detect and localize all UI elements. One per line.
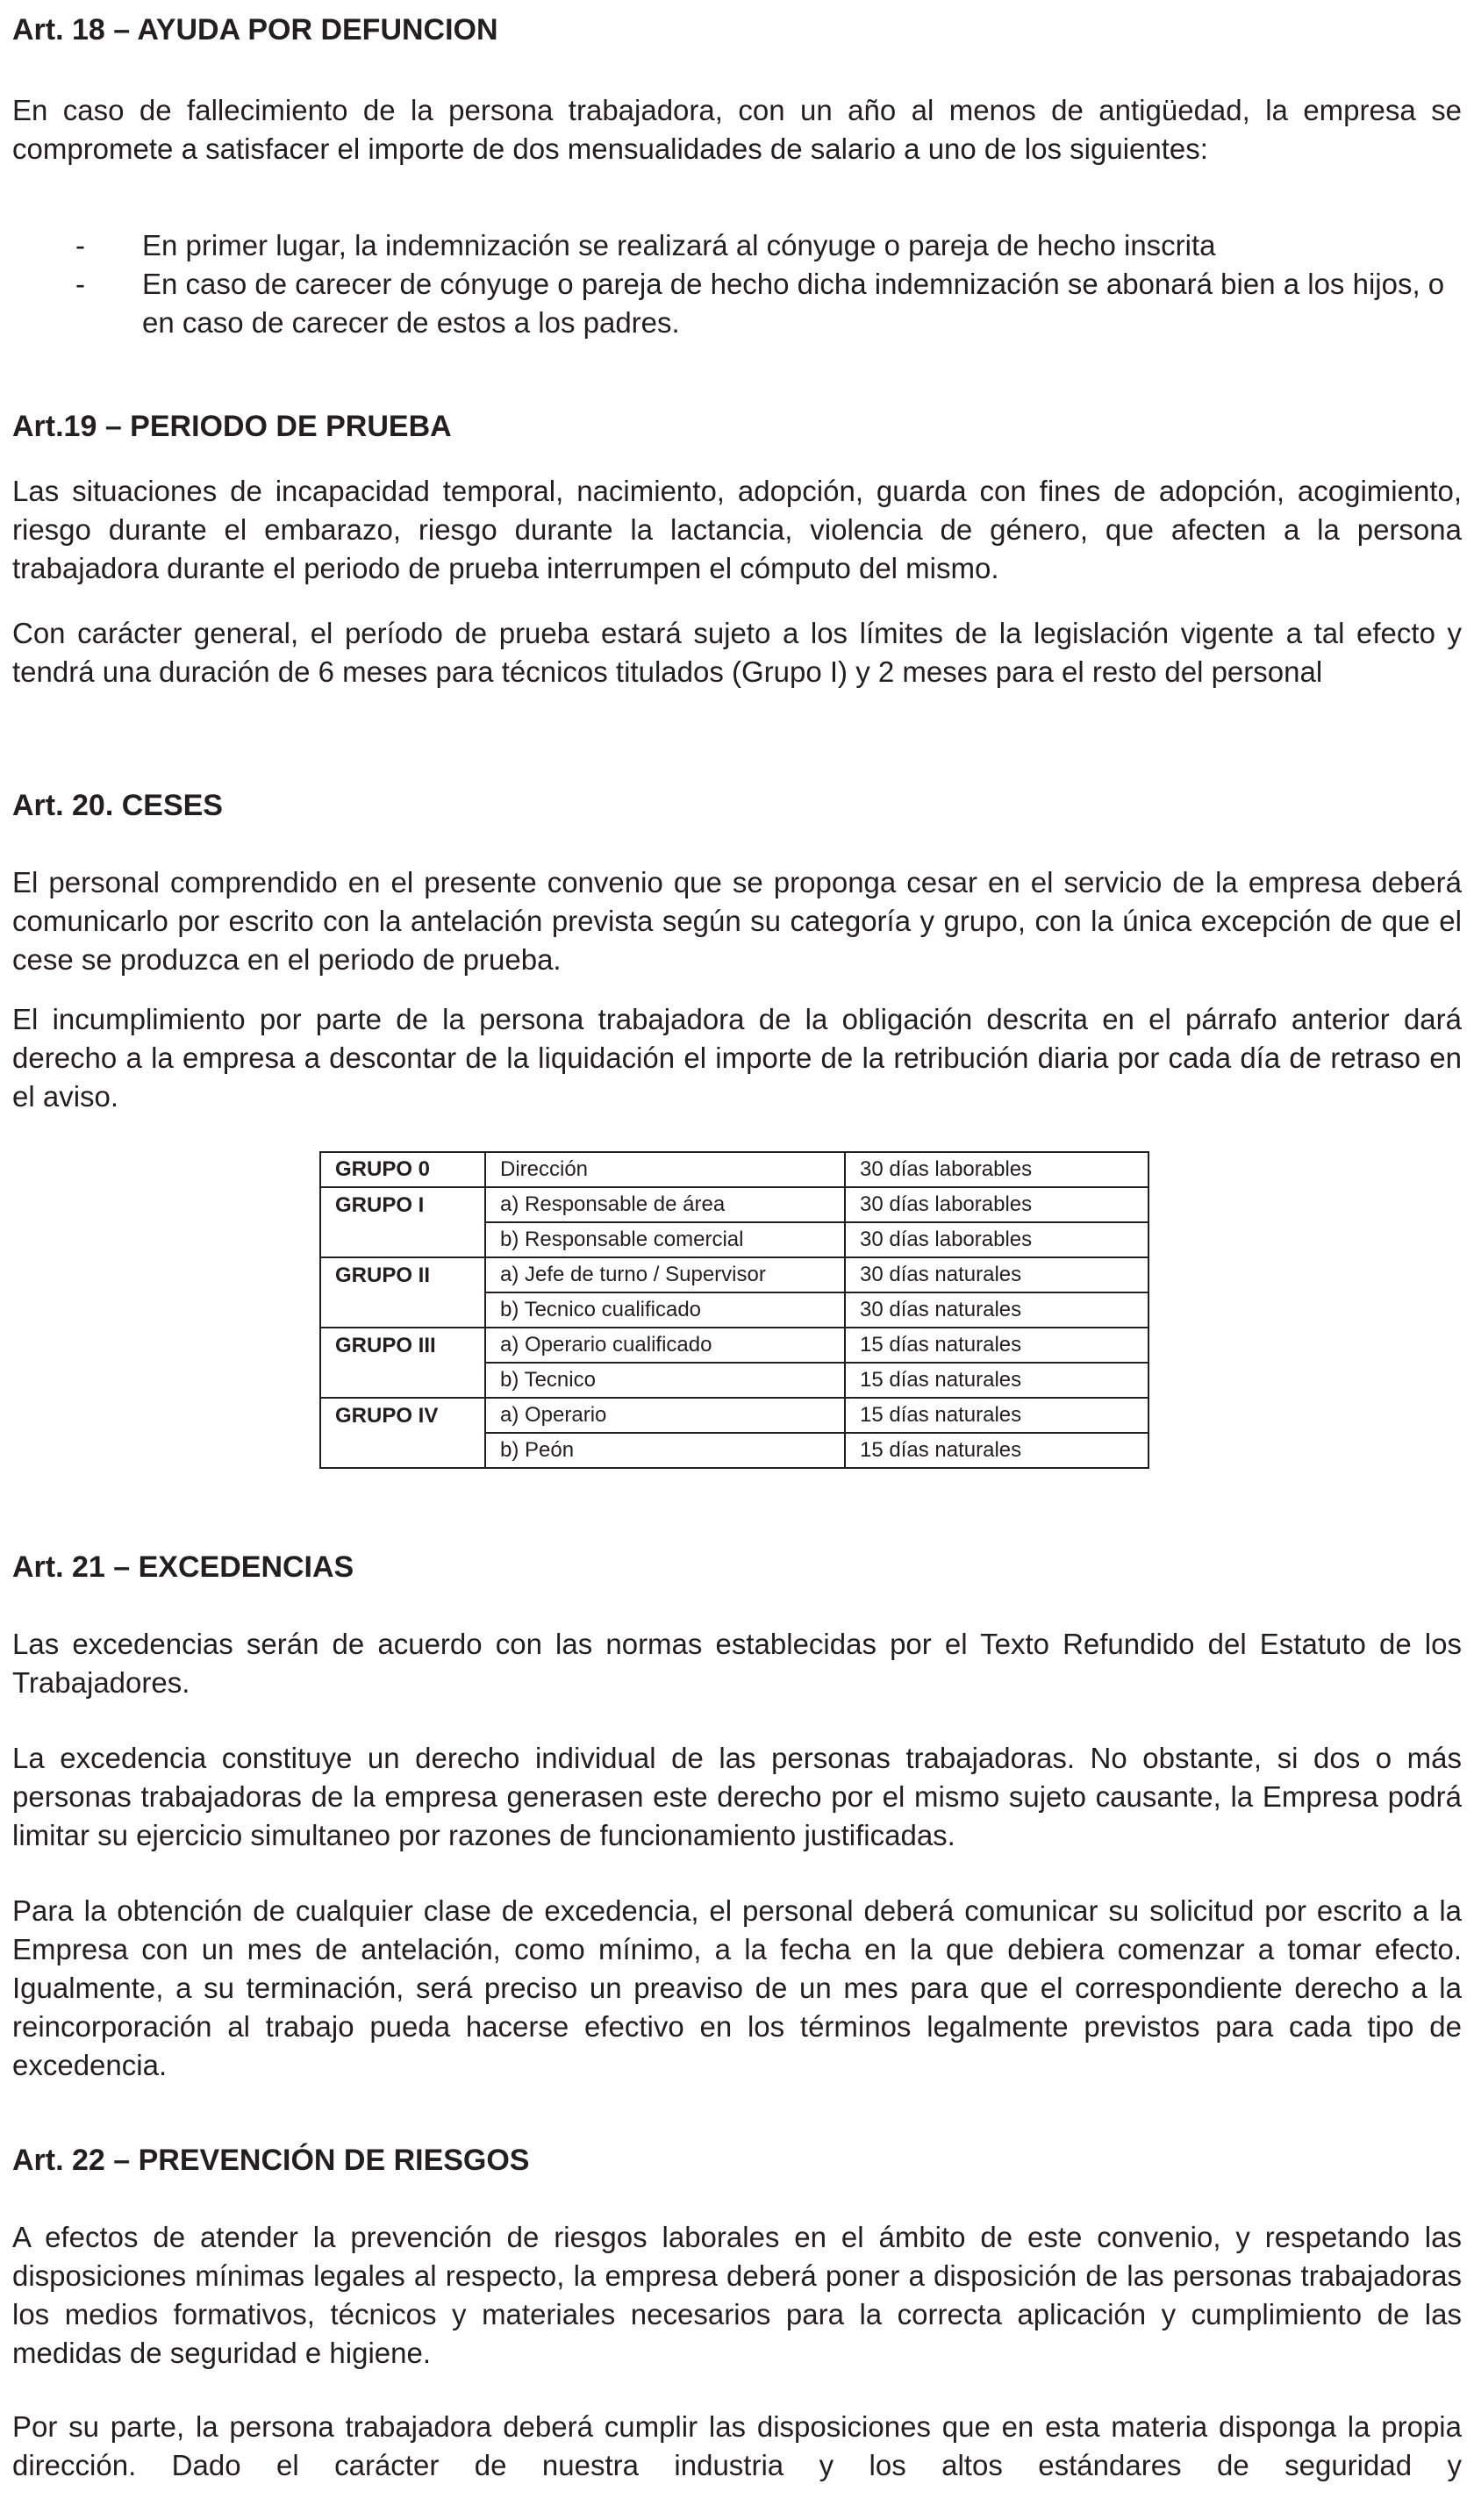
art20-body-2 [12,1000,1462,1116]
group-cell [320,1222,485,1257]
group-cell: GRUPO II [320,1257,485,1292]
table-row [320,1363,1148,1398]
days-cell: 30 días laborables [845,1222,1148,1257]
art19-paragraph-2: Con carácter general, el período de prueba estará sujeto a los límites de la legislación vigente a tal efecto y tendrá una duración de 6 meses para técnicos titulados (Grupo I) y 2 meses para el resto del personal [12,617,1462,688]
table-row [320,1328,1148,1363]
art21-body-1 [12,1625,1462,1702]
position-cell: b) Tecnico [485,1363,845,1398]
art21-paragraph-3: Para la obtención de cualquier clase de excedencia, el personal deberá comunicar su solicitud por escrito a la Empresa con un mes de antelación, como mínimo, a la fecha en la que debiera comenzar a tomar efecto. Igualmente, a su terminación, será preciso un preaviso de un mes para que el correspondiente derecho a la reincorporación al trabajo pueda hacerse efectivo en los términos legalmente previstos para cada tipo de excedencia. [12,1894,1462,2081]
table-row [320,1257,1148,1292]
art18-list-wrap [12,226,1462,342]
position-cell: b) Responsable comercial [485,1222,845,1257]
group-cell [320,1363,485,1398]
art22-paragraph-2: Por su parte, la persona trabajadora deberá cumplir las disposiciones que en esta materia disponga la propia dirección. Dado el carácter de nuestra industria y los altos estándares de seguridad y [12,2410,1462,2481]
art19-body-2 [12,614,1462,691]
position-cell: a) Jefe de turno / Supervisor [485,1257,845,1292]
days-cell: 30 días naturales [845,1292,1148,1328]
position-cell: b) Tecnico cualificado [485,1292,845,1328]
table-row [320,1152,1148,1187]
art20-paragraph-2: El incumplimiento por parte de la persona trabajadora de la obligación descrita en el párrafo anterior dará derecho a la empresa a descontar de la liquidación el importe de la retribución diaria por cada día de retraso en el aviso. [12,1003,1462,1113]
table-row [320,1398,1148,1433]
notice-period-table [319,1151,1149,1469]
art18-title: Art. 18 – AYUDA POR DEFUNCION [12,13,498,47]
art19-body-1 [12,472,1462,588]
art22-body-1 [12,2218,1462,2373]
position-cell: a) Operario [485,1398,845,1433]
list-item-text: En caso de carecer de cónyuge o pareja de hecho dicha indemnización se abonará bien a los hijos, o en caso de carecer de estos a los padres. [142,268,1445,339]
table-row [320,1187,1148,1222]
position-cell: a) Operario cualificado [485,1328,845,1363]
days-cell: 30 días laborables [845,1187,1148,1222]
art20-paragraph-1: El personal comprendido en el presente convenio que se proponga cesar en el servicio de la empresa deberá comunicarlo por escrito con la antelación prevista según su categoría y grupo, con la única excepción de que el cese se produzca en el periodo de prueba. [12,866,1462,976]
list-item [12,265,1462,342]
table-row [320,1433,1148,1468]
position-cell: Dirección [485,1152,845,1187]
position-cell: a) Responsable de área [485,1187,845,1222]
group-cell [320,1433,485,1468]
group-cell: GRUPO 0 [320,1152,485,1187]
days-cell: 30 días naturales [845,1257,1148,1292]
days-cell: 15 días naturales [845,1363,1148,1398]
group-cell: GRUPO IV [320,1398,485,1433]
days-cell: 15 días naturales [845,1433,1148,1468]
dash-marker: - [75,268,85,300]
art22-title: Art. 22 – PREVENCIÓN DE RIESGOS [12,2144,530,2177]
list-item [12,226,1462,265]
art18-paragraph-1: En caso de fallecimiento de la persona trabajadora, con un año al menos de antigüedad, la empresa se compromete a satisfacer el importe de dos mensualidades de salario a uno de los siguientes: [12,94,1462,165]
art18-section [12,12,1462,48]
dash-marker: - [75,229,85,261]
art19-section [12,409,1462,445]
art20-body-1 [12,863,1462,979]
group-cell: GRUPO III [320,1328,485,1363]
art21-title: Art. 21 – EXCEDENCIAS [12,1550,354,1584]
art21-paragraph-2: La excedencia constituye un derecho individual de las personas trabajadoras. No obstante, si dos o más personas trabajadoras de la empresa generasen este derecho por el mismo sujeto causante, la Empresa podrá limitar su ejercicio simultaneo por razones de funcionamiento justificadas. [12,1742,1462,1851]
table-row [320,1222,1148,1257]
group-cell [320,1292,485,1328]
art19-paragraph-1: Las situaciones de incapacidad temporal, nacimiento, adopción, guarda con fines de adopción, acogimiento, riesgo durante el embarazo, riesgo durante la lactancia, violencia de género, que afecten a la persona trabajadora durante el periodo de prueba interrumpen el cómputo del mismo. [12,475,1462,584]
art19-title: Art.19 – PERIODO DE PRUEBA [12,410,452,443]
art22-section [12,2143,1462,2179]
art20-section [12,788,1462,824]
art21-body-2 [12,1739,1462,1855]
days-cell: 15 días naturales [845,1398,1148,1433]
art21-body-3 [12,1892,1462,2085]
art22-paragraph-1: A efectos de atender la prevención de riesgos laborales en el ámbito de este convenio, y respetando las disposiciones mínimas legales al respecto, la empresa deberá poner a disposición de las personas trabajadoras los medios formativos, técnicos y materiales necesarios para la correcta aplicación y cumplimiento de las medidas de seguridad e higiene. [12,2221,1462,2369]
days-cell: 15 días naturales [845,1328,1148,1363]
list-item-text: En primer lugar, la indemnización se realizará al cónyuge o pareja de hecho inscrita [142,229,1216,261]
art20-title: Art. 20. CESES [12,789,223,822]
art18-body [12,91,1462,168]
art21-section [12,1550,1462,1586]
table-row [320,1292,1148,1328]
days-cell: 30 días laborables [845,1152,1148,1187]
position-cell: b) Peón [485,1433,845,1468]
art22-body-2 [12,2408,1462,2485]
group-cell: GRUPO I [320,1187,485,1222]
art21-paragraph-1: Las excedencias serán de acuerdo con las normas establecidas por el Texto Refundido del Estatuto de los Trabajadores. [12,1628,1462,1699]
art18-list [12,226,1462,342]
